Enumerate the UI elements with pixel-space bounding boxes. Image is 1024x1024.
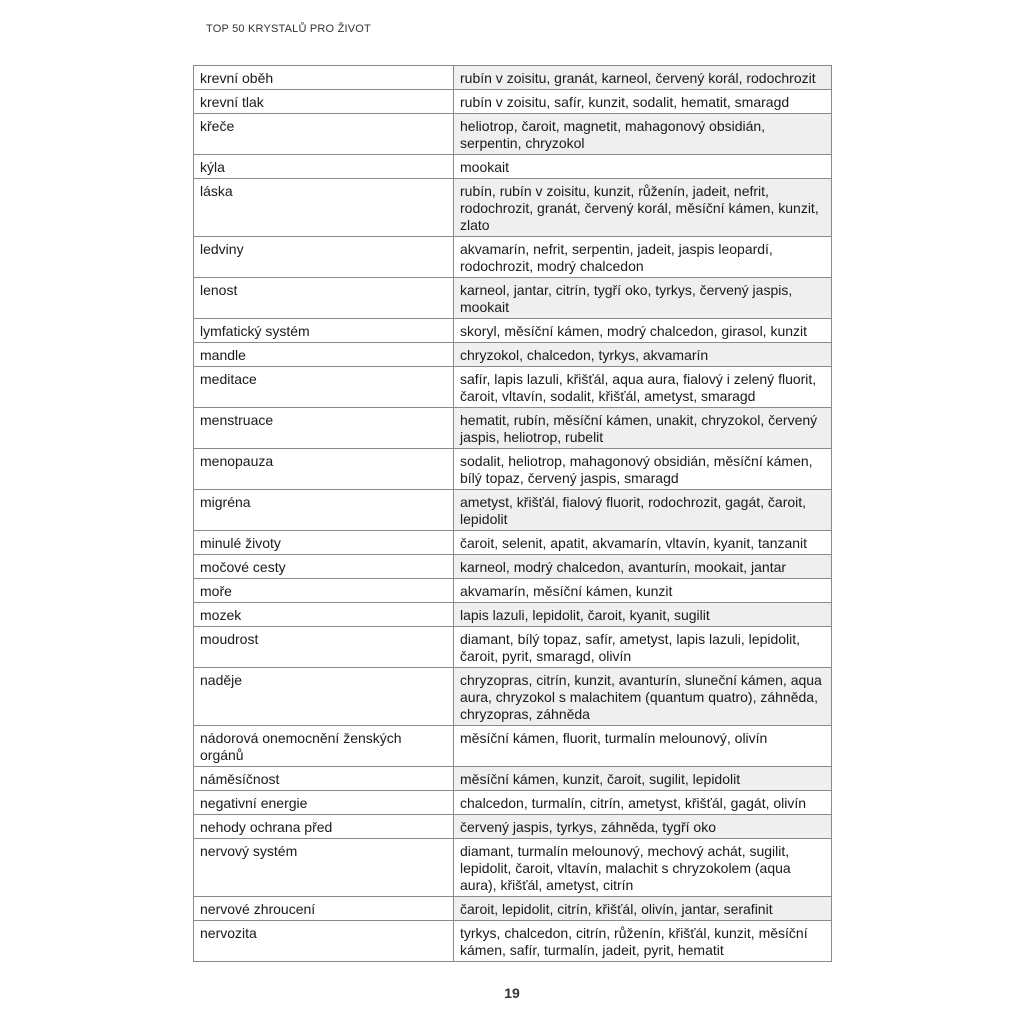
condition-cell: minulé životy — [194, 531, 454, 555]
remedy-table-wrapper — [193, 65, 831, 962]
crystals-cell: safír, lapis lazuli, křišťál, aqua aura, fialový i zelený fluorit, čaroit, vltavín, sodalit, křišťál, ametyst, smaragd — [454, 367, 832, 408]
condition-cell: mandle — [194, 343, 454, 367]
condition-cell: menopauza — [194, 449, 454, 490]
condition-cell: moudrost — [194, 627, 454, 668]
condition-cell: lenost — [194, 278, 454, 319]
condition-cell: migréna — [194, 490, 454, 531]
table-row — [194, 155, 832, 179]
table-row — [194, 66, 832, 90]
table-row — [194, 278, 832, 319]
crystals-cell: sodalit, heliotrop, mahagonový obsidián, měsíční kámen, bílý topaz, červený jaspis, smaragd — [454, 449, 832, 490]
condition-cell: krevní tlak — [194, 90, 454, 114]
crystals-cell: čaroit, selenit, apatit, akvamarín, vltavín, kyanit, tanzanit — [454, 531, 832, 555]
condition-cell: nervový systém — [194, 839, 454, 897]
table-row — [194, 603, 832, 627]
table-row — [194, 319, 832, 343]
remedy-table-body — [194, 66, 832, 962]
crystals-cell: čaroit, lepidolit, citrín, křišťál, olivín, jantar, serafinit — [454, 897, 832, 921]
crystals-cell: mookait — [454, 155, 832, 179]
crystals-cell: heliotrop, čaroit, magnetit, mahagonový obsidián, serpentin, chryzokol — [454, 114, 832, 155]
table-row — [194, 343, 832, 367]
table-row — [194, 791, 832, 815]
crystals-cell: diamant, turmalín melounový, mechový achát, sugilit, lepidolit, čaroit, vltavín, malachit s chryzokolem (aqua aura), křišťál, ametyst, citrín — [454, 839, 832, 897]
table-row — [194, 490, 832, 531]
crystals-cell: rubín, rubín v zoisitu, kunzit, růženín, jadeit, nefrit, rodochrozit, granát, červený korál, měsíční kámen, kunzit, zlato — [454, 179, 832, 237]
crystals-cell: chryzopras, citrín, kunzit, avanturín, sluneční kámen, aqua aura, chryzokol s malachitem (quantum quatro), záhněda, chryzopras, záhněda — [454, 668, 832, 726]
crystals-cell: lapis lazuli, lepidolit, čaroit, kyanit, sugilit — [454, 603, 832, 627]
condition-cell: lymfatický systém — [194, 319, 454, 343]
table-row — [194, 726, 832, 767]
running-header: TOP 50 KRYSTALŮ PRO ŽIVOT — [206, 23, 371, 35]
crystals-cell: diamant, bílý topaz, safír, ametyst, lapis lazuli, lepidolit, čaroit, pyrit, smaragd, olivín — [454, 627, 832, 668]
crystals-cell: akvamarín, nefrit, serpentin, jadeit, jaspis leopardí, rodochrozit, modrý chalcedon — [454, 237, 832, 278]
table-row — [194, 579, 832, 603]
condition-cell: nádorová onemocnění ženských orgánů — [194, 726, 454, 767]
table-row — [194, 668, 832, 726]
table-row — [194, 897, 832, 921]
condition-cell: moře — [194, 579, 454, 603]
table-row — [194, 449, 832, 490]
condition-cell: náměsíčnost — [194, 767, 454, 791]
table-row — [194, 921, 832, 962]
page-number: 19 — [504, 985, 520, 1001]
condition-cell: meditace — [194, 367, 454, 408]
condition-cell: negativní energie — [194, 791, 454, 815]
condition-cell: nervozita — [194, 921, 454, 962]
table-row — [194, 408, 832, 449]
condition-cell: láska — [194, 179, 454, 237]
condition-cell: naděje — [194, 668, 454, 726]
table-row — [194, 237, 832, 278]
condition-cell: křeče — [194, 114, 454, 155]
crystals-cell: hematit, rubín, měsíční kámen, unakit, chryzokol, červený jaspis, heliotrop, rubelit — [454, 408, 832, 449]
crystals-cell: rubín v zoisitu, safír, kunzit, sodalit, hematit, smaragd — [454, 90, 832, 114]
table-row — [194, 179, 832, 237]
table-row — [194, 815, 832, 839]
crystals-cell: rubín v zoisitu, granát, karneol, červený korál, rodochrozit — [454, 66, 832, 90]
condition-cell: nervové zhroucení — [194, 897, 454, 921]
table-row — [194, 114, 832, 155]
table-row — [194, 367, 832, 408]
crystals-cell: akvamarín, měsíční kámen, kunzit — [454, 579, 832, 603]
crystals-cell: měsíční kámen, fluorit, turmalín melounový, olivín — [454, 726, 832, 767]
crystals-cell: skoryl, měsíční kámen, modrý chalcedon, girasol, kunzit — [454, 319, 832, 343]
condition-cell: menstruace — [194, 408, 454, 449]
condition-cell: krevní oběh — [194, 66, 454, 90]
remedy-table — [193, 65, 832, 962]
crystals-cell: měsíční kámen, kunzit, čaroit, sugilit, lepidolit — [454, 767, 832, 791]
crystals-cell: chryzokol, chalcedon, tyrkys, akvamarín — [454, 343, 832, 367]
table-row — [194, 555, 832, 579]
crystals-cell: karneol, jantar, citrín, tygří oko, tyrkys, červený jaspis, mookait — [454, 278, 832, 319]
table-row — [194, 90, 832, 114]
table-row — [194, 531, 832, 555]
crystals-cell: chalcedon, turmalín, citrín, ametyst, křišťál, gagát, olivín — [454, 791, 832, 815]
crystals-cell: ametyst, křišťál, fialový fluorit, rodochrozit, gagát, čaroit, lepidolit — [454, 490, 832, 531]
table-row — [194, 767, 832, 791]
crystals-cell: tyrkys, chalcedon, citrín, růženín, křišťál, kunzit, měsíční kámen, safír, turmalín, jadeit, pyrit, hematit — [454, 921, 832, 962]
condition-cell: mozek — [194, 603, 454, 627]
crystals-cell: karneol, modrý chalcedon, avanturín, mookait, jantar — [454, 555, 832, 579]
condition-cell: kýla — [194, 155, 454, 179]
condition-cell: močové cesty — [194, 555, 454, 579]
condition-cell: nehody ochrana před — [194, 815, 454, 839]
table-row — [194, 839, 832, 897]
condition-cell: ledviny — [194, 237, 454, 278]
crystals-cell: červený jaspis, tyrkys, záhněda, tygří oko — [454, 815, 832, 839]
table-row — [194, 627, 832, 668]
